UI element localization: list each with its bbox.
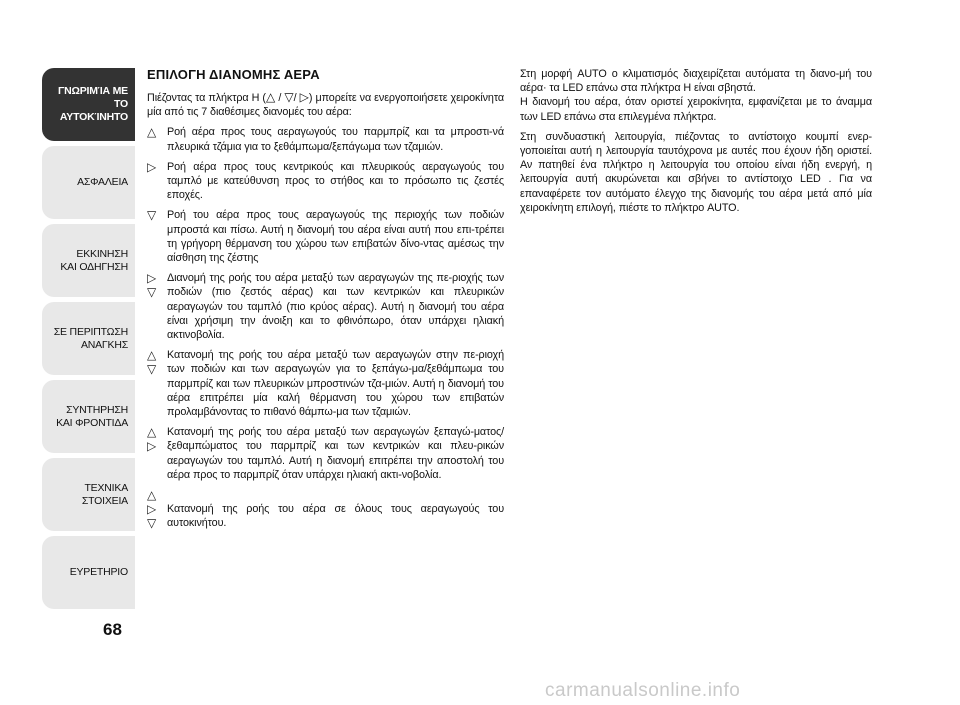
tab-technical-data[interactable] bbox=[42, 458, 135, 531]
arrow-down-icon: ▽ bbox=[147, 208, 157, 223]
arrow-up-icon: △ bbox=[147, 125, 157, 140]
tab-label-line1: ΣΕ ΠΕΡΙΠΤΩΣΗ bbox=[53, 325, 128, 338]
arrow-right-icon: ▷ bbox=[147, 271, 157, 286]
tab-label-line1: ΕΚΚΙΝΗΣΗ bbox=[76, 247, 128, 260]
item-text: Κατανομή της ροής του αέρα σε όλους τους αεραγωγούς του αυτοκινήτου. bbox=[167, 503, 504, 530]
item-text: Ροή αέρα προς τους κεντρικούς και πλευρικούς αεραγωγούς του ταμπλό με κατεύθυνση προς το στήθος και το πρόσωπο τις ζεστές εποχές. bbox=[167, 160, 504, 202]
auto-mode-paragraph: Στη μορφή AUTO ο κλιματισμός διαχειρίζεται αυτόματα τη διανο-μή του αέρα· τα LED επάνω στα πλήκτρα H είναι σβηστά. bbox=[520, 68, 872, 95]
section-title: ΕΠΙΛΟΓΗ ΔΙΑΝΟΜΗΣ ΑΕΡΑ bbox=[147, 67, 320, 82]
arrow-right-icon: ▷ bbox=[147, 439, 157, 454]
tab-safety[interactable] bbox=[42, 146, 135, 219]
arrow-right-icon: ▷ bbox=[147, 502, 157, 517]
tab-label-line2: ΣΤΟΙΧΕΙΑ bbox=[81, 494, 128, 507]
intro-sep-2: / bbox=[293, 92, 300, 104]
watermark: carmanualsonline.info bbox=[545, 680, 741, 701]
item-text: Κατανομή της ροής του αέρα μεταξύ των αεραγωγών ξεπαγώ-ματος/ξεθαμπώματος του παρμπρίζ και των κεντρικών και πλευ-ρικών αεραγωγών του ταμπλό. Αυτή η διανομή επιτρέπει την αποστολή του αέρα προς το παρμπρίζ όταν υπάρχει ηλιακή ακτι-νοβολία. bbox=[167, 426, 504, 481]
tab-label-line2: ΑΝΑΓΚΗΣ bbox=[80, 338, 128, 351]
distribution-item-feet bbox=[147, 208, 504, 265]
right-column bbox=[520, 67, 872, 221]
distribution-item-windscreen bbox=[147, 125, 504, 153]
page-number: 68 bbox=[103, 620, 122, 639]
arrow-down-icon: ▽ bbox=[147, 362, 157, 377]
tab-label-line2: ΚΑΙ ΟΔΗΓΗΣΗ bbox=[60, 260, 128, 273]
arrow-right-icon: ▷ bbox=[299, 90, 309, 104]
intro-sep-1: / bbox=[275, 92, 285, 104]
item-text: Ροή αέρα προς τους αεραγωγούς του παρμπρίζ και τα μπροστι-νά πλευρικά τζάμια για το ξεθάμπωμα/ξεπάγωμα των τζαμιών. bbox=[167, 126, 504, 153]
tab-maintenance[interactable] bbox=[42, 380, 135, 453]
distribution-item-feet-windscreen bbox=[147, 348, 504, 419]
arrow-down-icon: ▽ bbox=[147, 516, 157, 531]
arrow-down-icon: ▽ bbox=[284, 90, 294, 104]
arrow-up-icon: △ bbox=[147, 348, 157, 363]
intro-text-a: Πιέζοντας τα πλήκτρα H ( bbox=[147, 92, 266, 104]
tab-starting-driving[interactable] bbox=[42, 224, 135, 297]
left-column bbox=[147, 67, 504, 537]
arrow-down-icon: ▽ bbox=[147, 285, 157, 300]
arrow-up-icon: △ bbox=[147, 488, 157, 503]
intro-text-b: ) μπορείτε να ενεργοποιήσετε χειροκίνητα μία από τις 7 διαθέσιμες διανομές του αέρα: bbox=[147, 92, 504, 119]
tab-index[interactable] bbox=[42, 536, 135, 609]
tab-label-line1: ΤΕΧΝΙΚΑ bbox=[84, 481, 128, 494]
item-text: Διανομή της ροής του αέρα μεταξύ των αεραγωγών της πε-ριοχής των ποδιών (πιο ζεστός αέρας) και των κεντρικών και πλευρικών αεραγωγών του ταμπλό (πιο κρύος αέρας). Αυτή η διανομή του αέρα είναι χρήσιμη την άνοιξη και το φθινόπωρο, όταν υπάρχει ηλιακή ακτινοβολία. bbox=[167, 272, 504, 342]
tab-label-line1: ΑΣΦΑΛΕΙΑ bbox=[77, 176, 128, 188]
intro-paragraph bbox=[147, 90, 504, 119]
tab-label-line2: ΑΥΤΟΚΊΝΗΤΟ bbox=[59, 111, 128, 123]
distribution-item-dashboard bbox=[147, 160, 504, 203]
tab-label-line1: ΣΥΝΤΗΡΗΣΗ bbox=[66, 403, 128, 416]
tab-label-line1: ΕΥΡΕΤΗΡΙΟ bbox=[69, 566, 128, 578]
tab-emergency[interactable] bbox=[42, 302, 135, 375]
distribution-item-feet-dashboard bbox=[147, 271, 504, 342]
tab-getting-to-know[interactable] bbox=[42, 68, 135, 141]
arrow-right-icon: ▷ bbox=[147, 159, 157, 174]
item-text: Κατανομή της ροής του αέρα μεταξύ των αεραγωγών στην πε-ριοχή των ποδιών και των αεραγωγών για το ξεπάγω-μα/ξεθάμπωμα του παρμπρίζ και των πλευρικών μπροστινών τζα-μιών. Αυτή η διανομή του αέρα επιτρέπει μία καλή θέρμανση του χώρου των επιβατών προλαμβάνοντας το πιθανό θάμπω-μα των τζαμιών. bbox=[167, 349, 504, 419]
tab-label-line2: ΚΑΙ ΦΡΟΝΤΙΔΑ bbox=[56, 416, 128, 429]
distribution-item-all bbox=[147, 488, 504, 531]
tab-label-line1: ΓΝΩΡΙΜΊΑ ΜΕ ΤΟ bbox=[57, 85, 128, 110]
distribution-item-windscreen-dashboard bbox=[147, 425, 504, 482]
manual-mode-paragraph: Η διανομή του αέρα, όταν οριστεί χειροκίνητα, εμφανίζεται με το άναμμα των LED επάνω στα επιλεγμένα πλήκτρα. bbox=[520, 96, 872, 123]
combined-mode-paragraph: Στη συνδυαστική λειτουργία, πιέζοντας το αντίστοιχο κουμπί ενερ-γοποιείται αυτή η λειτουργία ταυτόχρονα με αυτές που έχουν ήδη οριστεί. Αν πατηθεί ένα πλήκτρο η λειτουργία του οποίου είναι ήδη ενεργή, η λειτουργία αυτή ακυρώνεται και σβήνει το αντίστοιχο LED . Για να επαναφέρετε τον αυτόματο έλεγχο της διανομής του αέρα μετά από μία χειροκίνητη επιλογή, πιέστε το πλήκτρο AUTO. bbox=[520, 130, 872, 214]
item-text: Ροή του αέρα προς τους αεραγωγούς της περιοχής των ποδιών μπροστά και πίσω. Αυτή η διανομή του αέρα είναι αυτή που επι-τρέπει τη γρήγορη θέρμανση του χώρου των επιβατών δίνο-ντας αμέσως την αίσθηση της ζέστης bbox=[167, 209, 504, 265]
arrow-up-icon: △ bbox=[147, 425, 157, 440]
arrow-up-icon: △ bbox=[265, 90, 276, 104]
